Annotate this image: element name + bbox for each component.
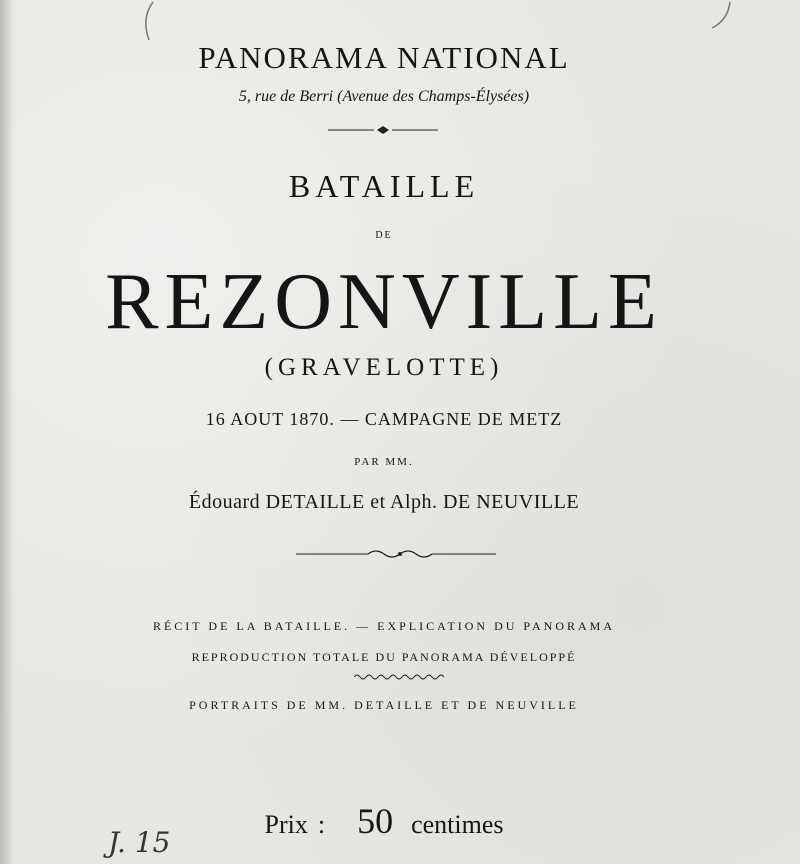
pencil-mark-top-right: [680, 0, 740, 40]
ornament-wavy-rule: [354, 673, 444, 681]
title-line-bataille: BATAILLE: [288, 168, 480, 204]
publisher-title: PANORAMA NATIONAL: [198, 40, 570, 75]
contents-line-1: RÉCIT DE LA BATAILLE. — EXPLICATION DU PANORAMA: [152, 619, 616, 633]
contents-line-2: REPRODUCTION TOTALE DU PANORAMA DÉVELOPPÉ: [191, 650, 577, 664]
contents-line-3: PORTRAITS DE MM. DETAILLE ET DE NEUVILLE: [189, 698, 579, 712]
handwritten-annotation: J. 15: [108, 826, 171, 859]
price-label: Prix: [264, 810, 308, 839]
ornament-divider-top: [328, 124, 438, 136]
page-edge-shadow: [0, 0, 14, 864]
par-mm: PAR MM.: [354, 456, 414, 468]
price-amount: 50: [357, 801, 394, 841]
main-title: REZONVILLE: [105, 258, 663, 346]
ornament-divider-middle: [296, 546, 496, 562]
price-unit: centimes: [411, 810, 504, 839]
price-colon: :: [317, 810, 326, 839]
subtitle: (GRAVELOTTE): [264, 354, 504, 381]
date-line: 16 AOUT 1870. — CAMPAGNE DE METZ: [205, 409, 563, 429]
publisher-address: 5, rue de Berri (Avenue des Champs-Élysées): [238, 88, 530, 105]
title-line-de: DE: [375, 230, 393, 241]
authors-line: Édouard DETAILLE et Alph. DE NEUVILLE: [188, 491, 580, 513]
